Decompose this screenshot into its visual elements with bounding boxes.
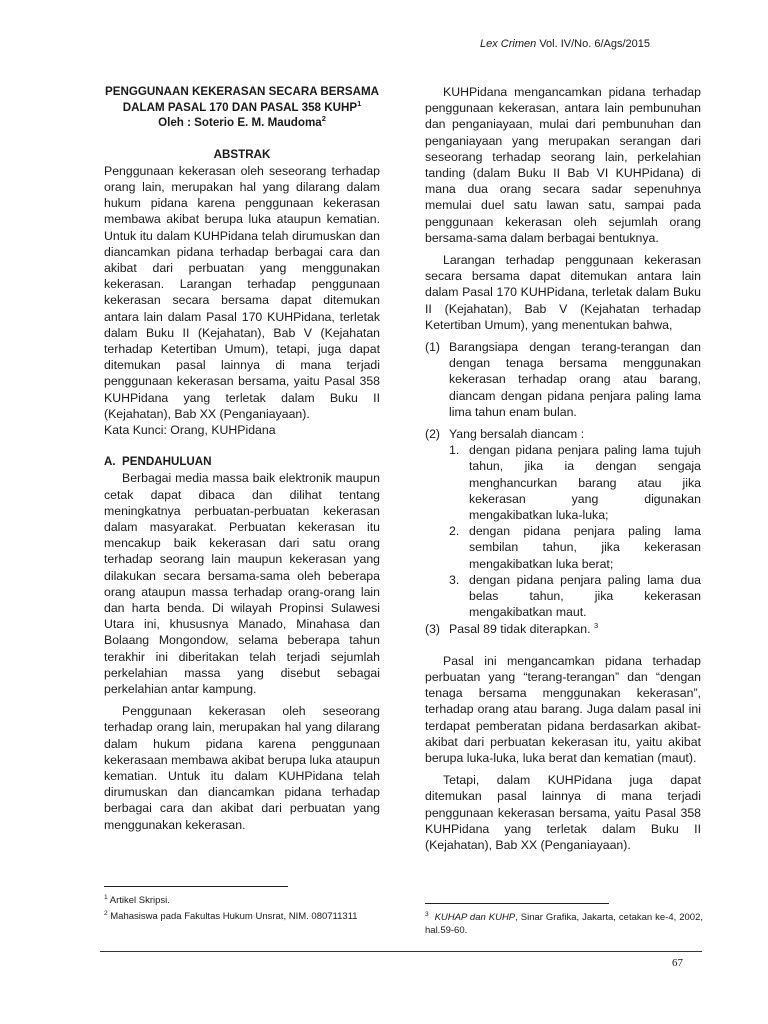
section-number: A.: [104, 455, 116, 469]
footnote-mark: 1: [104, 894, 108, 901]
article-title: [104, 84, 380, 131]
footnote-text: Artikel Skripsi.: [109, 895, 170, 907]
list-item-label: (2): [425, 427, 441, 442]
section-title: PENDAHULUAN: [122, 455, 212, 469]
left-column: [104, 84, 380, 833]
footnote-mark: 3: [425, 911, 429, 918]
keywords: Kata Kunci: Orang, KUHPidana: [104, 422, 276, 437]
footnote-3: [425, 908, 703, 937]
journal-issue: Vol. IV/No. 6/Ags/2015: [539, 38, 650, 50]
list-item-text: Barangsiapa dengan terang-terangan dan dengan tenaga bersama menggunakan kekerasan terhadap orang atau barang, diancam dengan pidana penjara paling lama lima tahun enam bulan.: [449, 340, 701, 419]
footnote-mark: 2: [104, 910, 108, 918]
right-column: [425, 84, 701, 853]
footnote-source-title: KUHAP dan KUHP: [434, 912, 516, 924]
sub-list-item-text: dengan pidana penjara paling lama dua belas tahun, jika kekerasan mengakibatkan maut.: [469, 572, 701, 620]
footnotes-right: [425, 908, 703, 937]
list-item-text: Yang bersalah diancam :: [449, 427, 585, 442]
list-item: [425, 426, 701, 442]
sub-list-item: [449, 572, 701, 621]
author-line: Oleh : Soterio E. M. Maudoma: [158, 116, 322, 129]
footnotes-left: [104, 891, 378, 923]
section-heading: [104, 454, 380, 470]
right-paragraph-1: KUHPidana mengancamkan pidana terhadap penggunaan kekerasan, antara lain pembunuhan dan penganiayaan, mulai dari pembunuhan dan penganiayaan yang merupakan serangan dari seseorang terhadap seorang lain, perkelahian tanding (dalam Buku II Bab VI KUHPidana) di mana dua orang secara sadar sepenuhnya memulai duel satu lawan satu, sampai pada penggunaan kekerasan oleh sejumlah orang bersama-sama dalam berbagai bentuknya.: [425, 85, 701, 245]
sub-list-item-label: 1.: [449, 443, 460, 458]
footnote-divider-right: [425, 903, 609, 904]
list-item: [425, 621, 701, 637]
intro-paragraph-2: Penggunaan kekerasan oleh seseorang terhadap orang lain, merupakan hal yang dilarang dalam hukum pidana karena penggunaan kekerasaan membawa akibat berupa luka ataupun kematian. Untuk itu dalam KUHPidana telah dirumuskan dan diancamkan pidana terhadap berbagai cara dan akibat dari perbuatan yang menggunakan kekerasan.: [104, 704, 380, 832]
list-item-text: Pasal 89 tidak diterapkan.: [449, 621, 591, 636]
footnote-1: [104, 891, 378, 907]
abstract-text: Penggunaan kekerasan oleh seseorang terhadap orang lain, merupakan hal yang dilarang dalam hukum pidana karena penggunaan kekerasan membawa akibat berupa luka ataupun kematian. Untuk itu dalam KUHPidana telah dirumuskan dan diancamkan pidana terhadap berbagai cara dan akibat dari perbuatan yang menggunakan kekerasan. Larangan terhadap penggunaan kekerasan secara bersama dapat ditemukan antara lain dalam Pasal 170 KUHPidana, terletak dalam Buku II (Kejahatan), Bab V (Kejahatan terhadap Ketertiban Umum), tetapi, juga dapat ditemukan pasal lainnya di mana terjadi penggunaan kekerasan bersama, yaitu Pasal 358 KUHPidana yang terletak dalam Buku II (Kejahatan), Bab XX (Penganiayaan).: [104, 163, 380, 421]
footnote-text: Mahasiswa pada Fakultas Hukum Unsrat, NIM. 080711311: [110, 911, 358, 923]
sub-list-item-text: dengan pidana penjara paling lama tujuh tahun, jika ia dengan sengaja menghancurkan barang atau jika kekerasan yang digunakan mengakibatkan luka-luka;: [469, 443, 701, 523]
title-footnote-ref: 1: [357, 98, 362, 108]
list-item: [425, 339, 701, 420]
footnote-ref: 3: [593, 620, 599, 630]
sub-list-item-label: 3.: [449, 572, 460, 587]
sub-list-item-text: dengan pidana penjara paling lama sembilan tahun, jika kekerasan mengakibatkan luka berat;: [469, 524, 701, 571]
list-item-label: (1): [425, 340, 441, 355]
footnote-2: [104, 907, 378, 923]
right-paragraph-4: Tetapi, dalam KUHPidana juga dapat ditemukan pasal lainnya di mana terjadi penggunaan kekerasan bersama, yaitu Pasal 358 KUHPidana yang terletak dalam Buku II (Kejahatan), Bab XX (Penganiayaan).: [425, 773, 701, 852]
running-header: [480, 38, 720, 50]
sub-list-item: [449, 523, 701, 572]
page-footer-rule: [100, 951, 702, 952]
intro-paragraph-1: Berbagai media massa baik elektronik maupun cetak dapat dibaca dan dilihat tentang meningkatnya perbuatan-perbuatan kekerasan dalam masyarakat. Perbuatan kekerasan itu mencakup baik kekerasan dari satu orang terhadap seorang lain maupun kekerasan yang dilakukan secara bersama-sama oleh beberapa orang ataupun massa terhadap orang-orang lain dan harta benda. Di wilayah Propinsi Sulawesi Utara ini, khususnya Manado, Minahasa dan Bolaang Mongondow, selama beberapa tahun terakhir ini diberitakan telah terjadi sejumlah perkelahian massa yang disebut sebagai perkelahian antar kampung.: [104, 471, 380, 696]
title-line-2: DALAM PASAL 170 DAN PASAL 358 KUHP: [122, 100, 358, 114]
author-footnote-ref: 2: [321, 114, 326, 124]
sub-list-item: [449, 442, 701, 523]
footnote-divider-left: [104, 886, 288, 887]
list-item-label: (3): [425, 621, 441, 636]
page-number: 67: [672, 957, 683, 969]
journal-name: Lex Crimen: [480, 38, 537, 50]
sub-list-item-label: 2.: [449, 524, 460, 539]
right-paragraph-3: Pasal ini mengancamkan pidana terhadap perbuatan yang “terang-terangan” dan “dengan tenaga bersama menggunakan kekerasan”, terhadap orang atau barang. Juga dalam pasal ini terdapat pemberatan pidana berdasarkan akibat-akibat dari perbuatan kekerasan itu, yaitu akibat berupa luka-luka, luka berat dan kematian (maut).: [425, 653, 701, 765]
footnote-text: , Sinar Grafika, Jakarta, cetakan ke-4, 2002, hal.59-60.: [425, 912, 704, 937]
right-paragraph-2: Larangan terhadap penggunaan kekerasan secara bersama dapat ditemukan antara lain dalam Pasal 170 KUHPidana, terletak dalam Buku II (Kejahatan), Bab V (Kejahatan terhadap Ketertiban Umum), yang menentukan bahwa,: [425, 253, 701, 332]
abstract-heading: ABSTRAK: [213, 147, 271, 161]
title-line-1: PENGGUNAAN KEKERASAN SECARA BERSAMA: [105, 85, 379, 98]
